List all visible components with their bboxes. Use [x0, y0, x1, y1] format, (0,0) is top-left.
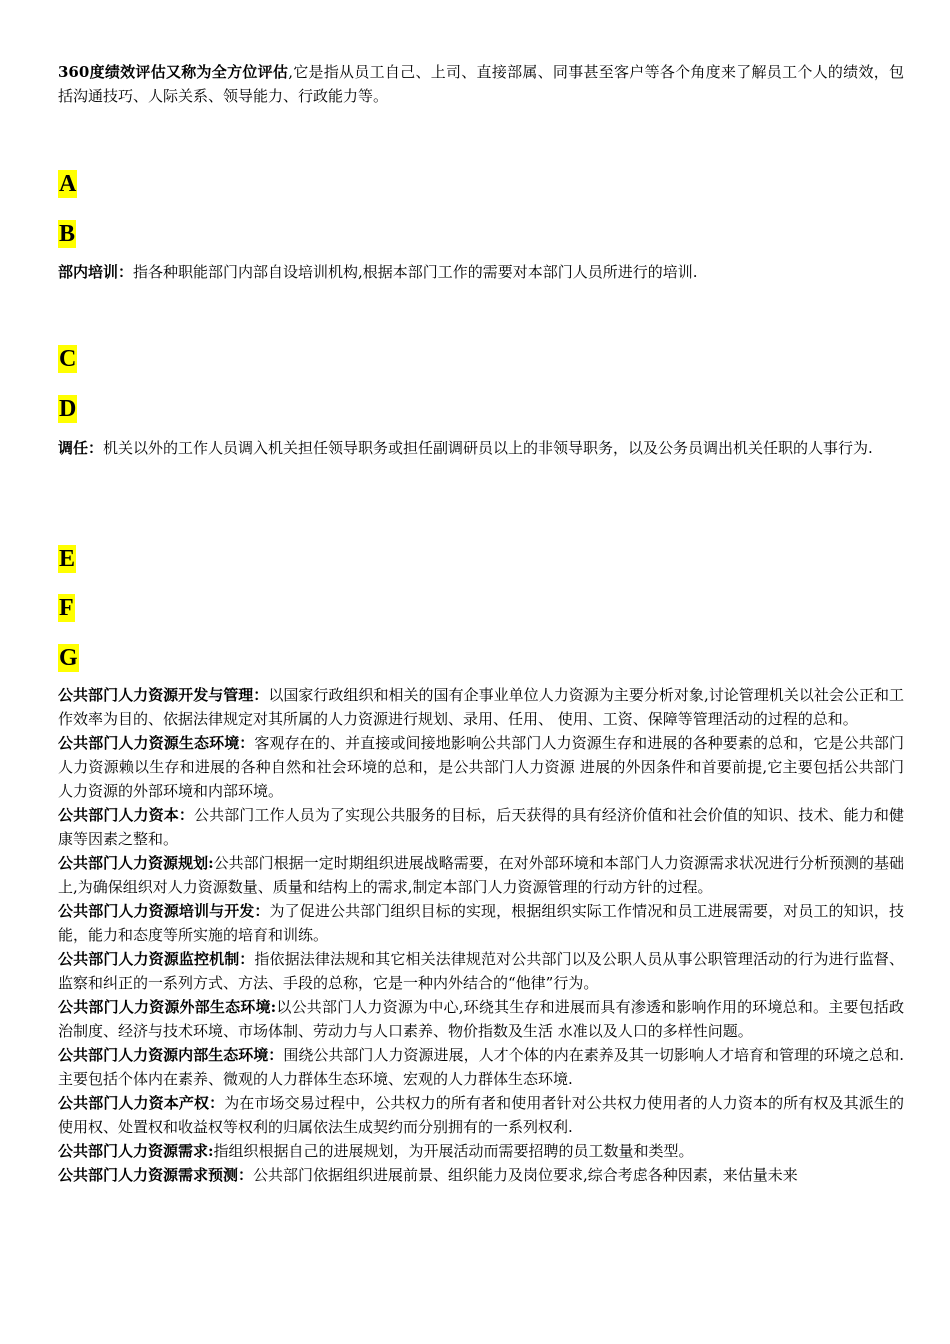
- entry-term: 公共部门人力资源开发与管理：: [58, 686, 269, 704]
- entry-text: 指组织根据自己的进展规划，为开展活动而需要招聘的员工数量和类型。: [213, 1142, 694, 1160]
- section-letter-c: [58, 345, 77, 373]
- glossary-entry: [58, 1139, 904, 1163]
- section-letter-f: [58, 594, 75, 622]
- glossary-entry: [58, 683, 904, 731]
- glossary-entry: [58, 947, 904, 995]
- letter-heading: F: [59, 595, 74, 621]
- letter-heading: E: [59, 546, 76, 572]
- entry-term: 公共部门人力资源需求预测：: [58, 1166, 254, 1184]
- entry-text: 围绕公共部门人力资源进展，人才个体的内在素养及其一切影响人才培育和管理的环境之总和.主要包括个体内在素养、微观的人力群体生态环境、宏观的人力群体生态环境.: [58, 1046, 904, 1088]
- entry-text: 指依据法律法规和其它相关法律规范对公共部门以及公职人员从事公职管理活动的行为进行监督、监察和纠正的一系列方式、方法、手段的总称，它是一种内外结合的“他律”行为。: [58, 950, 904, 992]
- entry-text: 公共部门依据组织进展前景、组织能力及岗位要求,综合考虑各种因素，来估量未来: [253, 1166, 798, 1184]
- intro-text: ,它是指从员工自己、上司、直接部属、同事甚至客户等各个角度来了解员工个人的绩效，包括沟通技巧、人际关系、领导能力、行政能力等。: [58, 63, 905, 105]
- glossary-list-g: [58, 683, 904, 1187]
- glossary-entry: [58, 899, 904, 947]
- glossary-entry: [58, 260, 904, 284]
- entry-term: 公共部门人力资源生态环境：: [58, 734, 255, 752]
- letter-heading: A: [59, 171, 77, 197]
- glossary-entry: [58, 1163, 904, 1187]
- glossary-entry: [58, 803, 904, 851]
- glossary-entry: [58, 731, 904, 803]
- intro-term: 360度绩效评估又称为全方位评估: [58, 63, 289, 81]
- entry-text: 公共部门工作人员为了实现公共服务的目标，后天获得的具有经济价值和社会价值的知识、技术、能力和健康等因素之整和。: [58, 806, 904, 848]
- entry-term: 部内培训：: [58, 263, 134, 281]
- entry-term: 公共部门人力资源培训与开发：: [58, 902, 270, 920]
- entry-text: 客观存在的、并直接或间接地影响公共部门人力资源生存和进展的各种要素的总和，它是公共部门人力资源赖以生存和进展的各种自然和社会环境的总和，是公共部门人力资源 进展的外因条件和首要前提,它主要包括公共部门人力资源的外部环境和内部环境。: [58, 734, 904, 800]
- entry-term: 公共部门人力资源外部生态环境:: [58, 998, 277, 1016]
- entry-text: 为了促进公共部门组织目标的实现，根据组织实际工作情况和员工进展需要，对员工的知识，技能，能力和态度等所实施的培育和训练。: [58, 902, 904, 944]
- entry-term: 公共部门人力资本：: [58, 806, 194, 824]
- glossary-entry: [58, 995, 904, 1043]
- glossary-entry: [58, 1043, 904, 1091]
- glossary-entry: [58, 1091, 904, 1139]
- entry-term: 公共部门人力资本产权：: [58, 1094, 225, 1112]
- entry-text: 以国家行政组织和相关的国有企事业单位人力资源为主要分析对象,讨论管理机关以社会公正和工作效率为目的、依据法律规定对其所属的人力资源进行规划、录用、任用、 使用、工资、保障等管理活动的过程的总和。: [58, 686, 904, 728]
- entry-term: 调任：: [58, 439, 104, 457]
- letter-heading: G: [59, 645, 78, 671]
- letter-heading: B: [59, 221, 76, 247]
- entry-text: 公共部门根据一定时期组织进展战略需要，在对外部环境和本部门人力资源需求状况进行分析预测的基础上,为确保组织对人力资源数量、质量和结构上的需求,制定本部门人力资源管理的行动方针的过程。: [58, 854, 904, 896]
- letter-heading: D: [59, 396, 77, 422]
- letter-heading: C: [59, 346, 77, 372]
- intro-paragraph: [58, 60, 904, 108]
- section-letter-e: [58, 545, 76, 573]
- entry-term: 公共部门人力资源规划:: [58, 854, 214, 872]
- entry-text: 指各种职能部门内部自设培训机构,根据本部门工作的需要对本部门人员所进行的培训.: [133, 263, 698, 281]
- entry-term: 公共部门人力资源监控机制：: [58, 950, 255, 968]
- entry-text: 为在市场交易过程中，公共权力的所有者和使用者针对公共权力使用者的人力资本的所有权及其派生的使用权、处置权和收益权等权利的归属依法生成契约而分别拥有的一系列权利.: [58, 1094, 904, 1136]
- glossary-entry: [58, 851, 904, 899]
- section-letter-g: [58, 644, 79, 672]
- section-letter-a: [58, 170, 77, 198]
- section-letter-d: [58, 395, 77, 423]
- glossary-entry: [58, 436, 904, 460]
- section-letter-b: [58, 220, 76, 248]
- entry-text: 以公共部门人力资源为中心,环绕其生存和进展而具有渗透和影响作用的环境总和。主要包括政治制度、经济与技术环境、市场体制、劳动力与人口素养、物价指数及生活 水准以及人口的多样性问题。: [58, 998, 904, 1040]
- entry-term: 公共部门人力资源需求:: [58, 1142, 214, 1160]
- entry-term: 公共部门人力资源内部生态环境：: [58, 1046, 284, 1064]
- entry-text: 机关以外的工作人员调入机关担任领导职务或担任副调研员以上的非领导职务，以及公务员调出机关任职的人事行为.: [103, 439, 873, 457]
